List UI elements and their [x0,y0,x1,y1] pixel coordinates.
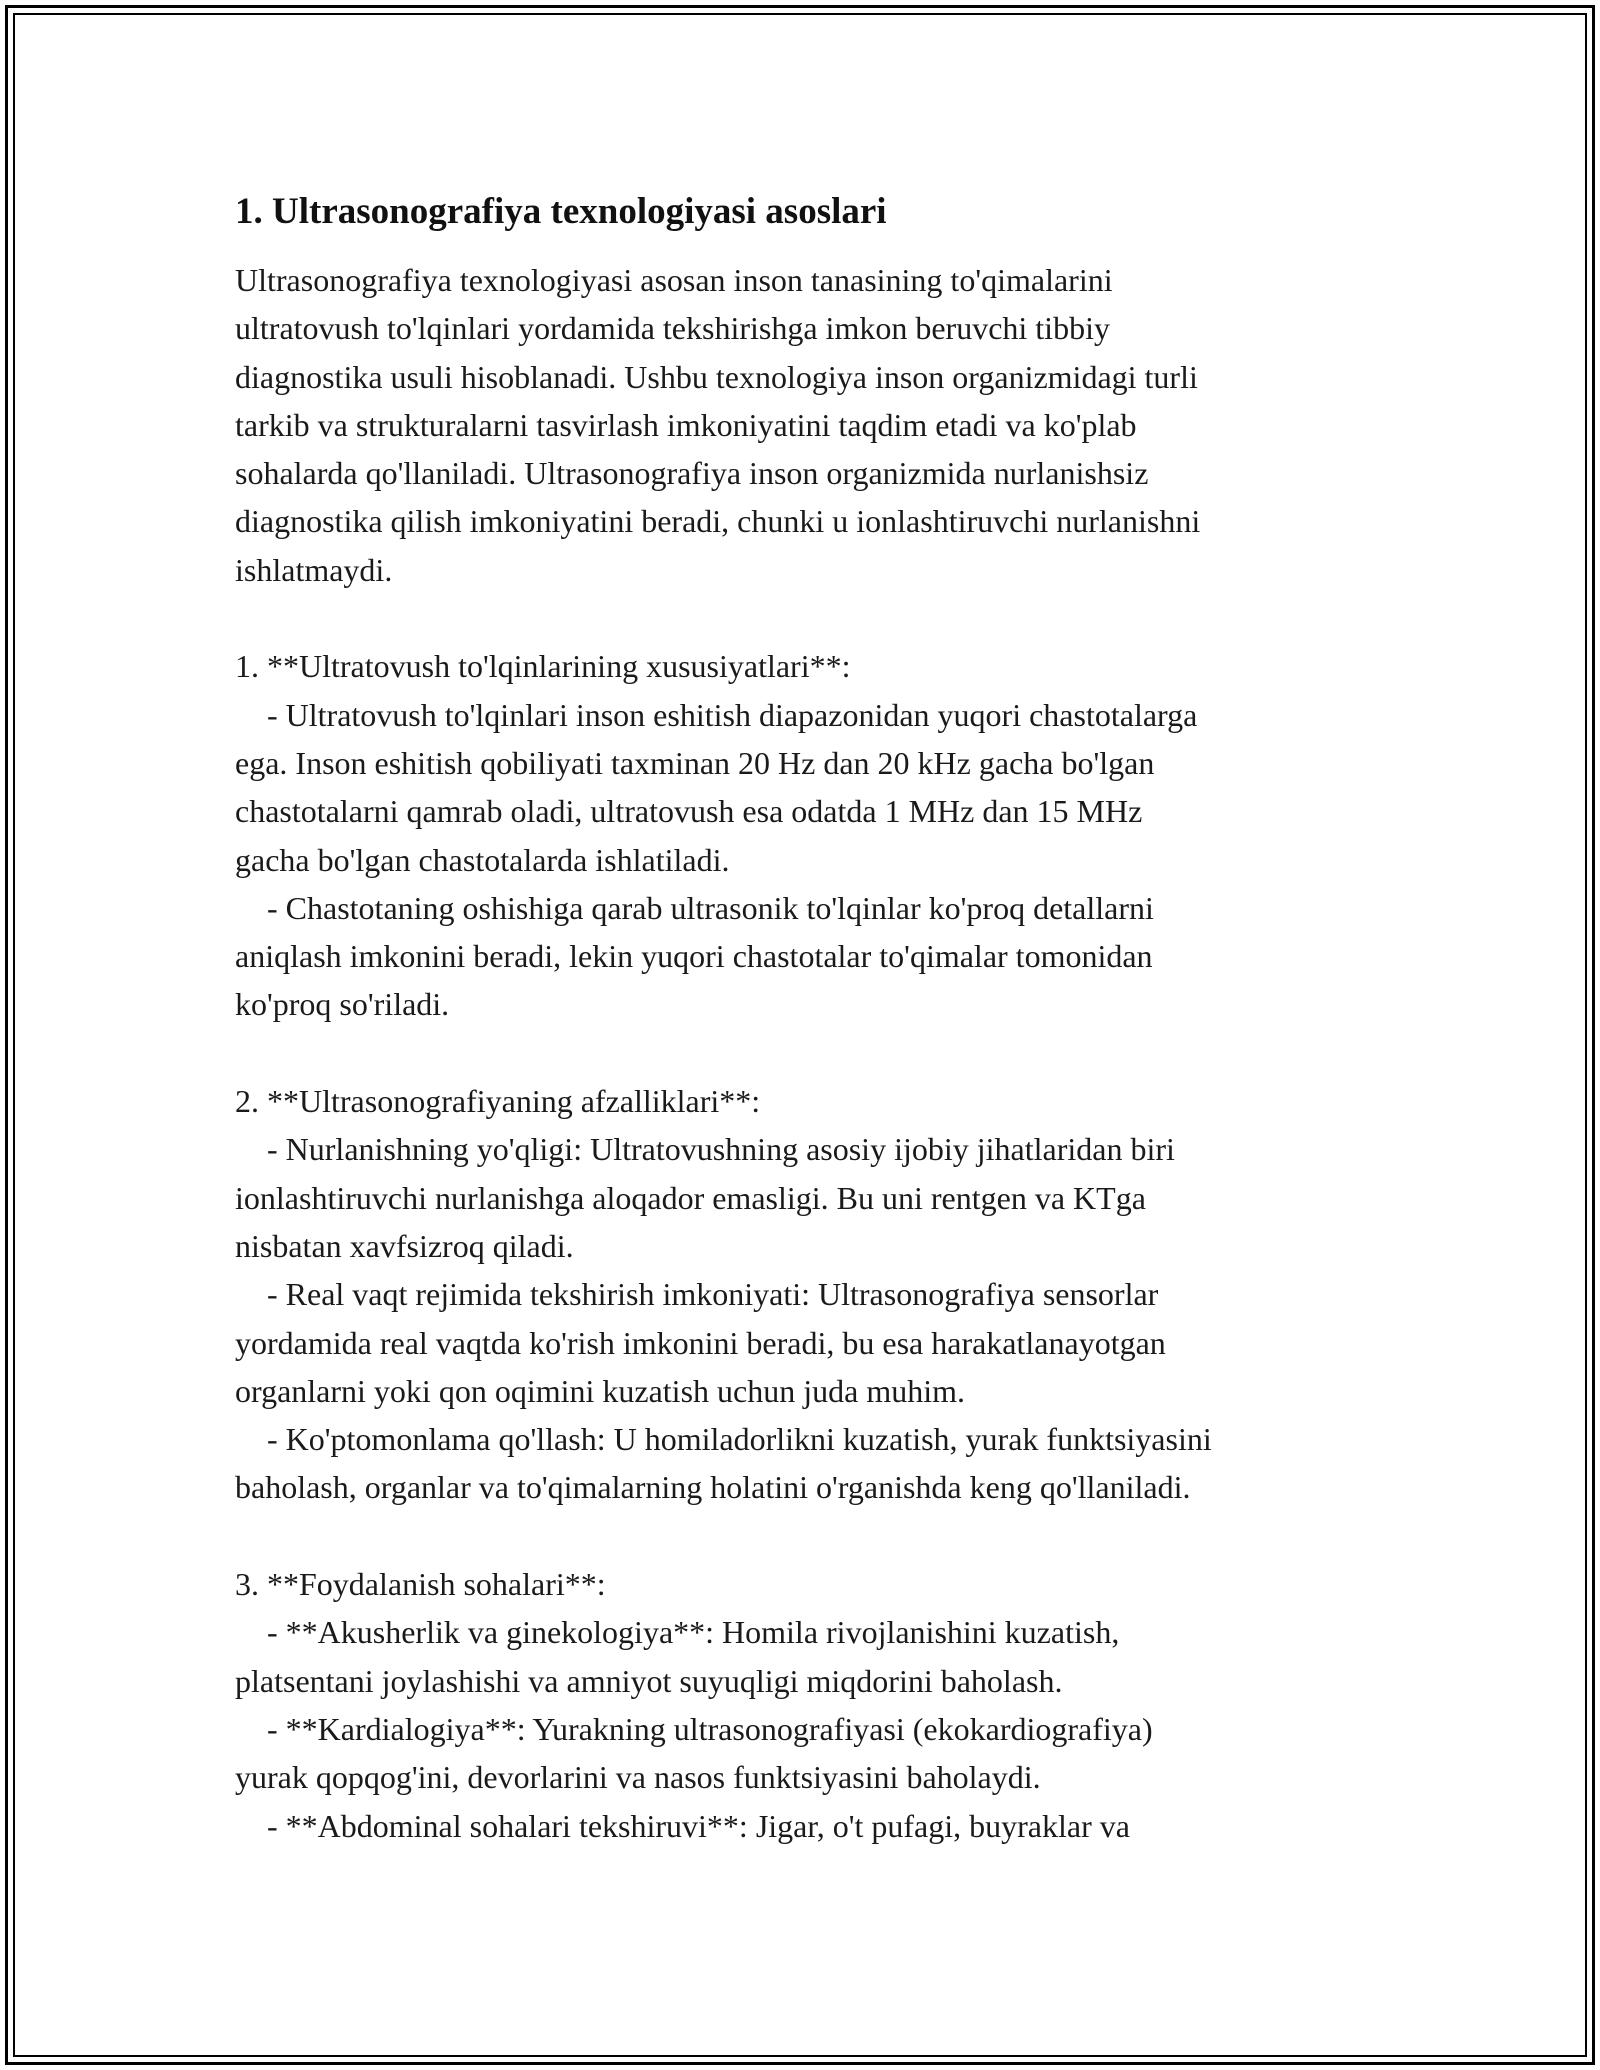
document-content [235,188,1365,1850]
section-heading: 1. Ultrasonografiya texnologiyasi asoslari [235,191,887,232]
section-body-text: Ultrasonografiya texnologiyasi asosan inson tanasining to'qimalarini ultratovush to'lqinlari yordamida tekshirishga imkon beruvchi tibbiy diagnostika usuli hisoblanadi. Ushbu texnologiya inson organizmidagi turli tarkib va strukturalarni tasvirlash imkoniyatini taqdim etadi va ko'plab sohalarda qo'llaniladi. Ultrasonografiya inson organizmida nurlanishsiz diagnostika qilish imkoniyatini beradi, chunki u ionlashtiruvchi nurlanishni ishlatmaydi. 1. **Ultratovush to'lqinlarining xususiyatlari**: - Ultratovush to'lqinlari inson eshitish diapazonidan yuqori chastotalarga ega. Inson eshitish qobiliyati taxminan 20 Hz dan 20 kHz gacha bo'lgan chastotalarni qamrab oladi, ultratovush esa odatda 1 MHz dan 15 MHz gacha bo'lgan chastotalarda ishlatiladi. - Chastotaning oshishiga qarab ultrasonik to'lqinlar ko'proq detallarni aniqlash imkonini beradi, lekin yuqori chastotalar to'qimalar tomonidan ko'proq so'riladi. 2. **Ultrasonografiyaning afzalliklari**: - Nurlanishning yo'qligi: Ultratovushning asosiy ijobiy jihatlaridan biri ionlashtiruvchi nurlanishga aloqador emasligi. Bu uni rentgen va KTga nisbatan xavfsizroq qiladi. - Real vaqt rejimida tekshirish imkoniyati: Ultrasonografiya sensorlar yordamida real vaqtda ko'rish imkonini beradi, bu esa harakatlanayotgan organlarni yoki qon oqimini kuzatish uchun juda muhim. - Ko'ptomonlama qo'llash: U homiladorlikni kuzatish, yurak funktsiyasini baholash, organlar va to'qimalarning holatini o'rganishda keng qo'llaniladi. 3. **Foydalanish sohalari**: - **Akusherlik va ginekologiya**: Homila rivojlanishini kuzatish, platsentani joylashishi va amniyot suyuqligi miqdorini baholash. - **Kardialogiya**: Yurakning ultrasonografiyasi (ekokardiografiya) yurak qopqog'ini, devorlarini va nasos funktsiyasini baholaydi. - **Abdominal sohalari tekshiruvi**: Jigar, o't pufagi, buyraklar va [235,262,1212,1844]
